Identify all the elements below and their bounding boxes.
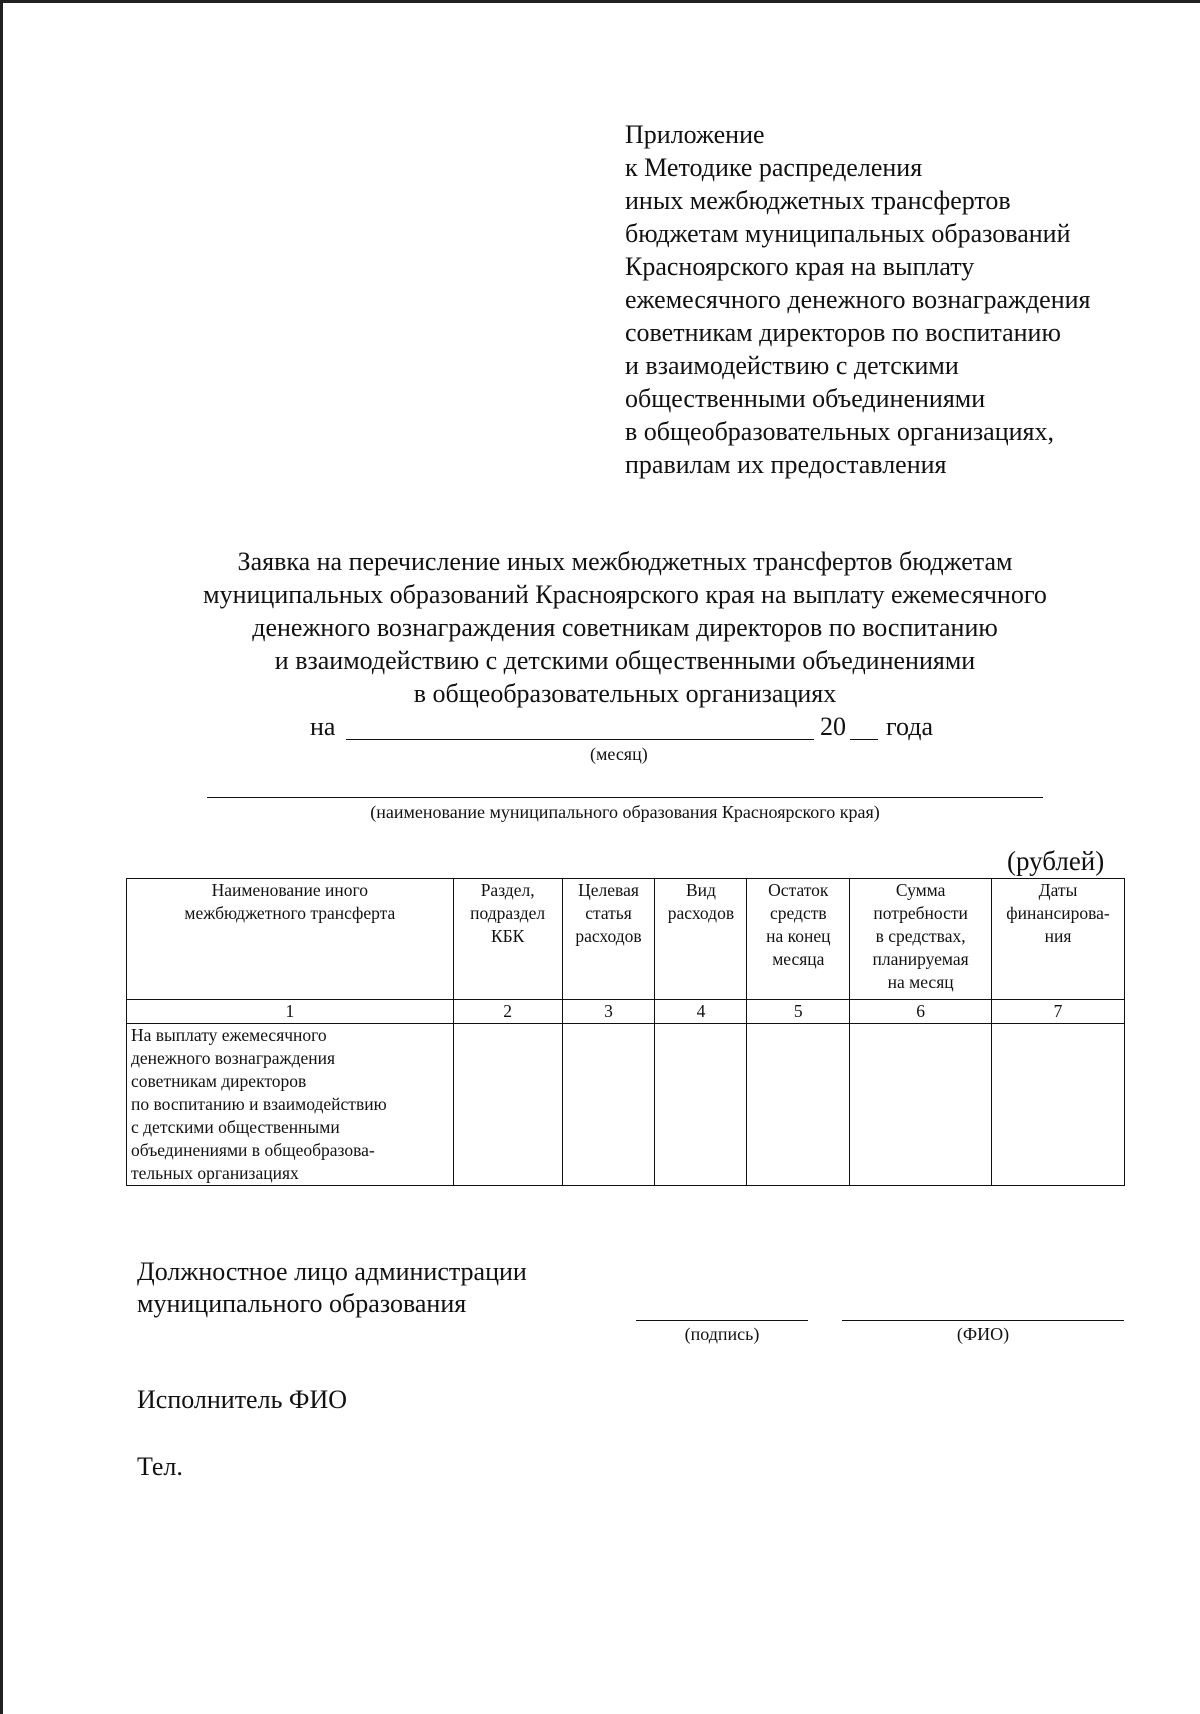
appendix-line: Красноярского края на выплату: [625, 252, 975, 281]
scan-edge-top: [0, 0, 1200, 3]
empty-cell-section-kbk[interactable]: [453, 1024, 562, 1186]
appendix-line: правилам их предоставления: [625, 450, 947, 479]
appendix-line: советникам директоров по воспитанию: [625, 318, 1061, 347]
title-line: в общеобразовательных организациях: [413, 679, 837, 708]
title-line: и взаимодействию с детскими общественными объединениями: [274, 646, 976, 675]
title-line: муниципальных образований Красноярского края на выплату ежемесячного: [203, 580, 1047, 609]
date-prefix: на: [310, 712, 336, 741]
appendix-line: общественными объединениями: [625, 384, 986, 413]
column-number-row: [127, 1000, 1125, 1024]
appendix-line: и взаимодействию с детскими: [625, 351, 959, 380]
appendix-line: Приложение: [625, 120, 765, 149]
year-prefix: 20: [820, 712, 846, 741]
title-line: Заявка на перечисление иных межбюджетных трансфертов бюджетам: [237, 547, 1013, 576]
appendix-line: бюджетам муниципальных образований: [625, 219, 1071, 248]
header-target-article: Целевая статья расходов: [562, 879, 655, 1000]
signature-caption: (подпись): [684, 1324, 760, 1344]
empty-cell-expense-type[interactable]: [655, 1024, 747, 1186]
year-blank-field[interactable]: [850, 739, 878, 740]
column-number: 1: [127, 1000, 454, 1024]
column-number: 4: [655, 1000, 747, 1024]
month-caption: (месяц): [590, 744, 648, 764]
column-number: 3: [562, 1000, 655, 1024]
units-label: (рублей): [1007, 846, 1105, 876]
official-line: Должностное лицо администрации: [137, 1257, 527, 1286]
title-line: денежного вознаграждения советникам директоров по воспитанию: [252, 613, 998, 642]
header-transfer-name: Наименование иного межбюджетного трансферта: [127, 879, 454, 1000]
header-required-amount: Сумма потребности в средствах, планируемая на месяц: [850, 879, 992, 1000]
official-block: [137, 1256, 527, 1320]
phone-label: Тел.: [137, 1452, 183, 1481]
empty-cell-required-amount[interactable]: [850, 1024, 992, 1186]
request-table: [126, 878, 1125, 1186]
date-suffix: года: [886, 712, 934, 741]
header-financing-dates: Даты финансирова- ния: [992, 879, 1125, 1000]
column-number: 6: [850, 1000, 992, 1024]
header-section-kbk: Раздел, подраздел КБК: [453, 879, 562, 1000]
table-header-row: [127, 879, 1125, 1000]
appendix-line: к Методике распределения: [625, 153, 923, 182]
executor-label: Исполнитель ФИО: [137, 1385, 348, 1414]
month-blank-field[interactable]: [346, 739, 814, 740]
header-balance: Остаток средств на конец месяца: [747, 879, 850, 1000]
column-number: 5: [747, 1000, 850, 1024]
municipality-caption: (наименование муниципального образования Красноярского края): [370, 802, 880, 822]
header-expense-type: Вид расходов: [655, 879, 747, 1000]
column-number: 2: [453, 1000, 562, 1024]
empty-cell-target-article[interactable]: [562, 1024, 655, 1186]
official-line: муниципального образования: [137, 1289, 467, 1318]
name-caption: (ФИО): [956, 1324, 1010, 1344]
empty-cell-financing-dates[interactable]: [992, 1024, 1125, 1186]
appendix-line: ежемесячного денежного вознаграждения: [625, 285, 1091, 314]
row-description-cell: На выплату ежемесячного денежного вознаграждения советникам директоров по воспитанию и взаимодействию с детскими общественными объединениями в общеобразова- тельных организациях: [127, 1024, 454, 1186]
table-row: [127, 1024, 1125, 1186]
municipality-blank-field[interactable]: [207, 797, 1043, 798]
appendix-block: [625, 118, 1185, 481]
document-title: [80, 545, 1170, 710]
scan-edge-left: [0, 0, 3, 1714]
empty-cell-balance[interactable]: [747, 1024, 850, 1186]
column-number: 7: [992, 1000, 1125, 1024]
appendix-line: в общеобразовательных организациях,: [625, 417, 1054, 446]
signature-blank-field[interactable]: [636, 1320, 808, 1321]
appendix-line: иных межбюджетных трансфертов: [625, 186, 1011, 215]
name-blank-field[interactable]: [842, 1320, 1124, 1321]
